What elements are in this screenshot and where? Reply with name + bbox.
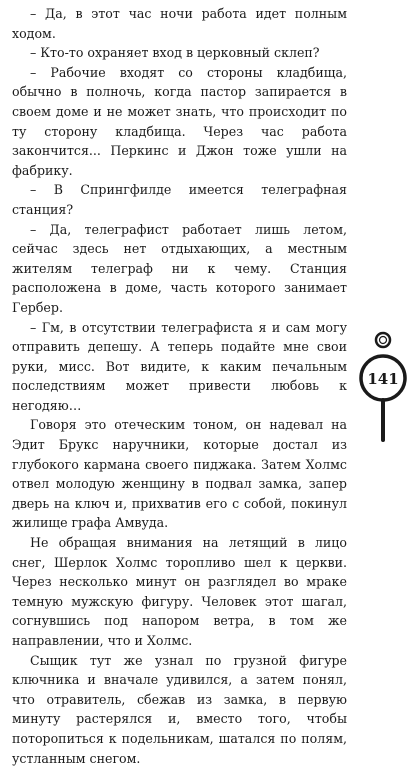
paragraph-4: – В Спрингфилде имеется телеграфная станция? (12, 182, 347, 217)
paragraph-2: – Кто-то охраняет вход в церковный склеп? (30, 45, 320, 61)
paragraph-7: Говоря это отеческим тоном, он надевал на Эдит Брукс наручники, которые достал из глубокого кармана своего пиджака. Затем Холмс отвел молодую женщину в подвал замка, запер дверь на ключ и, прихватив его с собой, покинул жилище графа Амвуда. (12, 417, 347, 531)
paragraph-6: – Гм, в отсутствии телеграфиста я и сам могу отправить депешу. А теперь подайте мне свои руки, мисс. Вот видите, к каким печальным последствиям может привести любовь к негодяю… (12, 319, 347, 413)
book-page-text (12, 4, 347, 768)
paragraph-8: Не обращая внимания на летящий в лицо снег, Шерлок Холмс торопливо шел к церкви. Через несколько минут он разглядел во мраке темную мужскую фигуру. Человек этот шагал, согнувшись под напором ветра, в том же направлении, что и Холмс. (12, 535, 347, 648)
page-number: 141 (367, 370, 399, 388)
paragraph-9: Сыщик тут же узнал по грузной фигуре ключника и вначале удивился, а затем понял, что отравитель, сбежав из замка, в первую минуту растерялся и, вместо того, чтобы поторопиться к подельникам, шатался по полям, устланным снегом. (12, 652, 347, 766)
paragraph-3: – Рабочие входят со стороны кладбища, обычно в полночь, когда пастор запирается в своем доме и не может знать, что происходит по ту сторону кладбища. Через час работа закончится... Перкинс и Джон тоже ушли на фабрику. (12, 64, 347, 178)
page-number-marker (358, 330, 408, 445)
paragraph-1: – Да, в этот час ночи работа идет полным ходом. (12, 6, 347, 41)
magnifying-glass-icon (358, 330, 408, 445)
paragraph-5: – Да, телеграфист работает лишь летом, сейчас здесь нет отдыхающих, а местным жителям телеграф ни к чему. Станция расположена в доме, часть которого занимает Гербер. (12, 221, 347, 315)
